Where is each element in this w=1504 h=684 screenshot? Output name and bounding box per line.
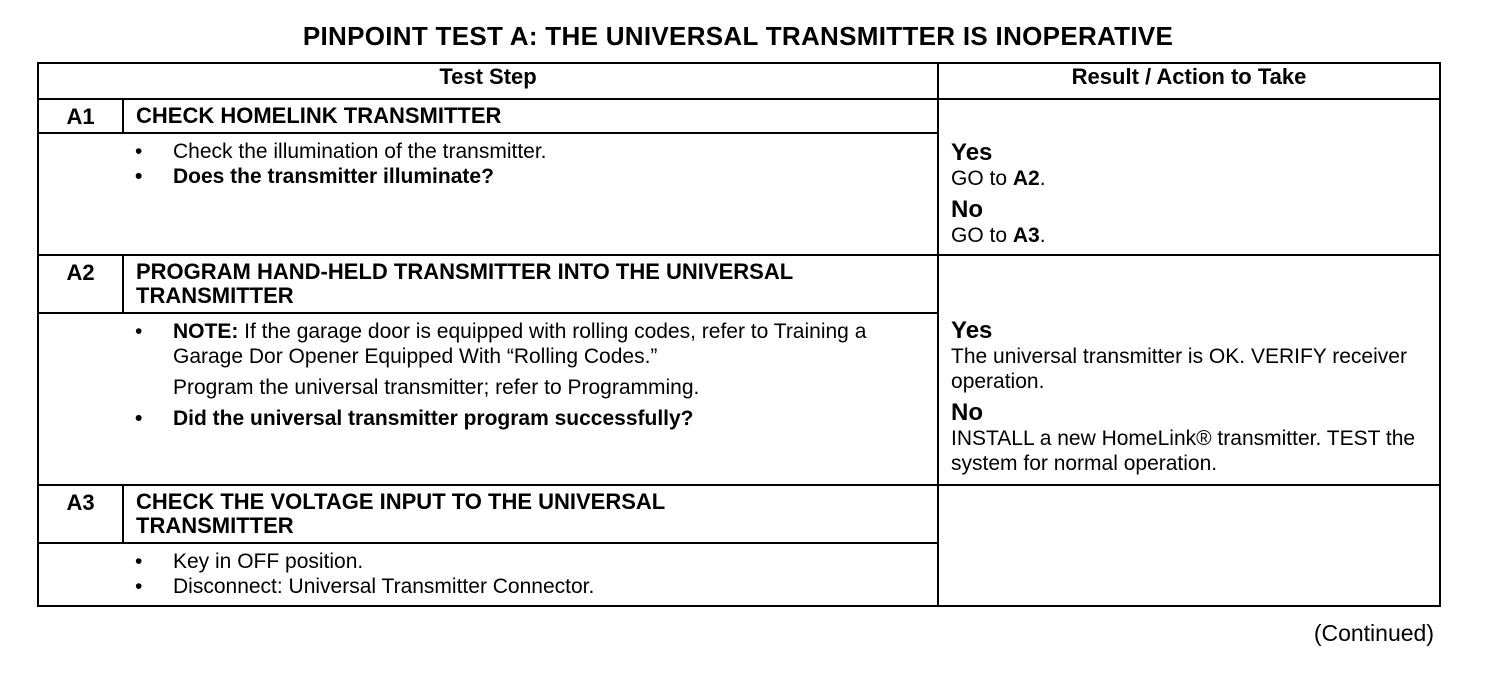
table-header-row [38, 63, 1440, 99]
a2-program-line: Program the universal transmitter; refer to Programming. [173, 376, 700, 399]
header-result: Result / Action to Take [938, 63, 1440, 99]
header-test-step: Test Step [38, 63, 938, 99]
a2-yes-label: Yes [951, 317, 993, 344]
step-a2-result [938, 255, 1440, 485]
a2-yes-action: The universal transmitter is OK. VERIFY receiver operation. [951, 345, 1407, 393]
step-a2-id: A2 [38, 255, 123, 313]
step-a1-title: CHECK HOMELINK TRANSMITTER [123, 99, 938, 133]
a2-no-action: INSTALL a new HomeLink® transmitter. TEST the system for normal operation. [951, 427, 1416, 475]
pinpoint-test-table [37, 62, 1441, 607]
step-a1-body [123, 133, 938, 255]
step-a3-id: A3 [38, 485, 123, 543]
a2-no-label: No [951, 399, 984, 426]
a2-note: • NOTE: If the garage door is equipped with rolling codes, refer to Training a Garage Dor Opener Equipped With “Rolling Codes.” [135, 319, 907, 369]
a1-yes-label: Yes [951, 139, 993, 166]
step-a1-id: A1 [38, 99, 123, 133]
a3-bullet-2: • Disconnect: Universal Transmitter Connector. [135, 574, 927, 599]
a1-bullet-1: • Check the illumination of the transmitter. [135, 139, 927, 164]
step-a3-result [938, 485, 1440, 606]
page-title: PINPOINT TEST A: THE UNIVERSAL TRANSMITTER IS INOPERATIVE [302, 21, 1174, 51]
a2-question: • Did the universal transmitter program successfully? [135, 406, 907, 431]
step-a2-title-row [38, 255, 1440, 313]
step-a1-title-row [38, 99, 1440, 133]
step-a3-body [123, 543, 938, 606]
a1-bullet-2: • Does the transmitter illuminate? [135, 164, 927, 189]
a1-no-label: No [951, 196, 984, 223]
step-a1-result [938, 99, 1440, 255]
a1-yes-action: GO to A2. [951, 167, 1046, 190]
a3-bullet-1: • Key in OFF position. [135, 549, 927, 574]
step-a2-title: PROGRAM HAND-HELD TRANSMITTER INTO THE UNIVERSAL TRANSMITTER [123, 255, 938, 313]
continued-label: (Continued) [1313, 620, 1434, 646]
step-a2-body [123, 313, 938, 485]
a1-no-action: GO to A3. [951, 224, 1046, 247]
step-a3-title-row [38, 485, 1440, 543]
step-a3-title: CHECK THE VOLTAGE INPUT TO THE UNIVERSAL TRANSMITTER [123, 485, 938, 543]
